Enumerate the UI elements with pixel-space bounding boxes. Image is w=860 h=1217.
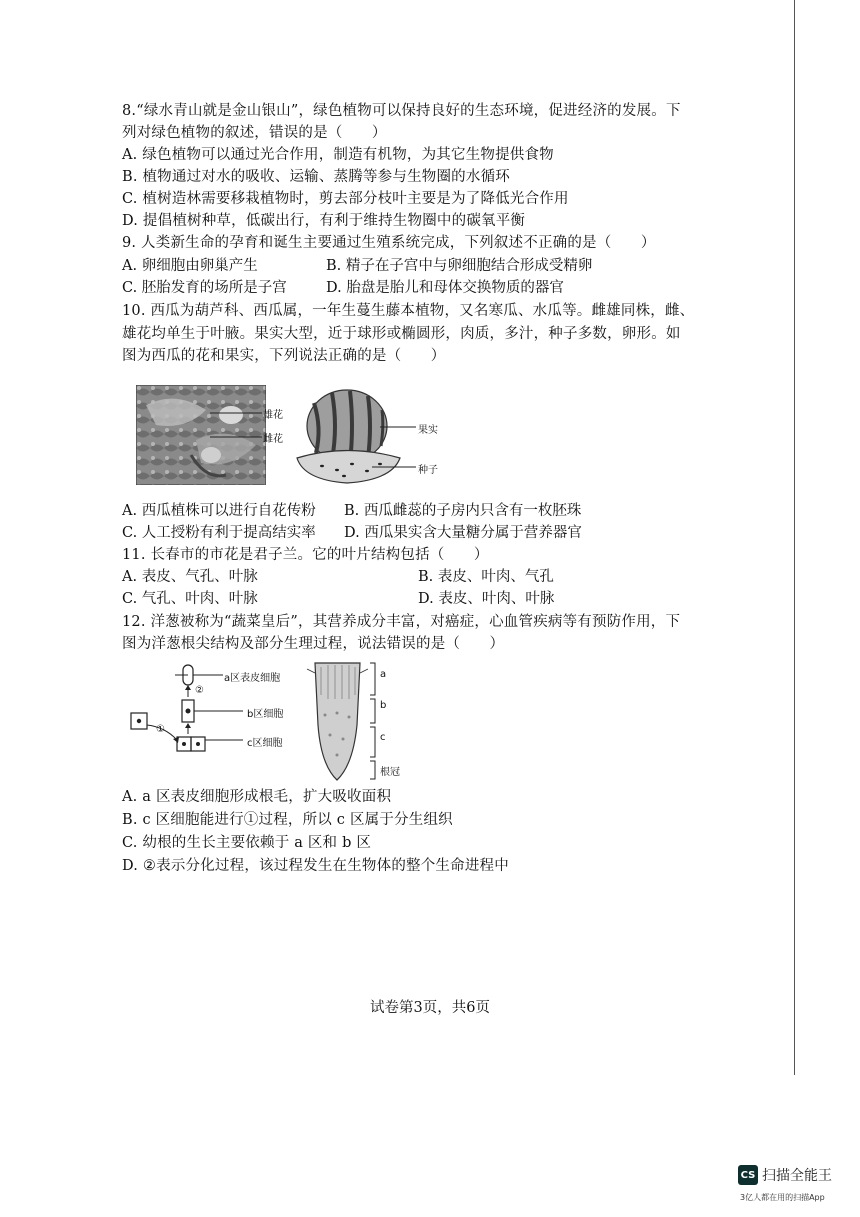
q12-option-d: D. ②表示分化过程，该过程发生在生物体的整个生命进程中 xyxy=(122,858,509,874)
q10-stem-line2: 雄花均单生于叶腋。果实大型，近于球形或椭圆形，肉质，多汁，种子多数，卵形。如 xyxy=(122,326,681,342)
q9-option-b: B. 精子在子宫中与卵细胞结合形成受精卵 xyxy=(326,258,593,274)
q8-stem-line2: 列对绿色植物的叙述，错误的是（ ） xyxy=(122,125,387,141)
q9-option-c: C. 胚胎发育的场所是子宫 xyxy=(122,280,287,296)
q10-stem-line1: 10. 西瓜为葫芦科、西瓜属，一年生蔓生藤本植物，又名寒瓜、水瓜等。雌雄同株，雌、 xyxy=(122,303,695,319)
page-edge-line xyxy=(794,0,795,1075)
q8-option-b: B. 植物通过对水的吸收、运输、蒸腾等参与生物圈的水循环 xyxy=(122,169,510,185)
q8-option-c: C. 植树造林需要移栽植物时，剪去部分枝叶主要是为了降低光合作用 xyxy=(122,191,569,207)
q9-options-row2 xyxy=(122,279,564,297)
label-zone-a: a xyxy=(380,669,387,680)
flower-pointer-lines xyxy=(210,400,270,450)
q11-option-d: D. 表皮、叶肉、叶脉 xyxy=(418,591,555,607)
q10-stem-line3: 图为西瓜的花和果实，下列说法正确的是（ ） xyxy=(122,348,446,364)
label-c-zone-cell: c区细胞 xyxy=(247,738,283,749)
q12-option-c: C. 幼根的生长主要依赖于 a 区和 b 区 xyxy=(122,835,372,851)
q9-option-a: A. 卵细胞由卵巢产生 xyxy=(122,258,258,274)
label-root-cap: 根冠 xyxy=(380,767,400,778)
q11-option-b: B. 表皮、叶肉、气孔 xyxy=(418,569,554,585)
q11-options-row2 xyxy=(122,590,555,608)
q10-option-a: A. 西瓜植株可以进行自花传粉 xyxy=(122,503,316,519)
q12-stem-line1: 12. 洋葱被称为“蔬菜皇后”，其营养成分丰富，对癌症，心血管疾病等有预防作用，下 xyxy=(122,614,681,630)
camscanner-watermark xyxy=(738,1165,832,1185)
label-zone-b: b xyxy=(380,700,387,711)
label-a-zone-epidermal-cell: a区表皮细胞 xyxy=(224,673,281,684)
q8-option-a: A. 绿色植物可以通过光合作用，制造有机物，为其它生物提供食物 xyxy=(122,147,554,163)
q12-option-b: B. c 区细胞能进行①过程，所以 c 区属于分生组织 xyxy=(122,812,453,828)
q10-option-c: C. 人工授粉有利于提高结实率 xyxy=(122,525,316,541)
q8-stem-line1: 8.“绿水青山就是金山银山”，绿色植物可以保持良好的生态环境，促进经济的发展。下 xyxy=(122,103,681,119)
label-process-1: ① xyxy=(156,724,165,735)
q11-option-c: C. 气孔、叶肉、叶脉 xyxy=(122,591,258,607)
label-zone-c: c xyxy=(380,732,386,743)
watermelon-fruit-drawing xyxy=(292,388,432,488)
q11-options-row1 xyxy=(122,568,554,586)
q9-options-row1 xyxy=(122,257,593,275)
q11-stem: 11. 长春市的市花是君子兰。它的叶片结构包括（ ） xyxy=(122,547,489,563)
q10-option-d: D. 西瓜果实含大量糖分属于营养器官 xyxy=(344,525,582,541)
q9-stem: 9. 人类新生命的孕育和诞生主要通过生殖系统完成，下列叙述不正确的是（ ） xyxy=(122,235,656,251)
q12-option-a: A. a 区表皮细胞形成根毛，扩大吸收面积 xyxy=(122,789,392,805)
label-fruit: 果实 xyxy=(418,425,438,436)
q12-stem-line2: 图为洋葱根尖结构及部分生理过程，说法错误的是（ ） xyxy=(122,636,505,652)
label-seed: 种子 xyxy=(418,465,438,476)
q10-option-b: B. 西瓜雌蕊的子房内只含有一枚胚珠 xyxy=(344,503,582,519)
label-male-flower: 雄花 xyxy=(263,410,283,421)
camscanner-name: 扫描全能王 xyxy=(762,1168,832,1184)
page-footer: 试卷第3页，共6页 xyxy=(370,1000,490,1016)
q9-option-d: D. 胎盘是胎儿和母体交换物质的器官 xyxy=(326,280,564,296)
q10-options-row2 xyxy=(122,524,582,542)
camscanner-tagline: 3亿人都在用的扫描App xyxy=(740,1193,825,1202)
camscanner-logo-icon: CS xyxy=(738,1165,758,1185)
q8-option-d: D. 提倡植树种草，低碳出行，有利于维持生物圈中的碳氧平衡 xyxy=(122,213,526,229)
label-process-2: ② xyxy=(195,685,204,696)
label-b-zone-cell: b区细胞 xyxy=(247,709,284,720)
q10-options-row1 xyxy=(122,502,582,520)
q11-option-a: A. 表皮、气孔、叶脉 xyxy=(122,569,258,585)
label-female-flower: 雌花 xyxy=(263,434,283,445)
